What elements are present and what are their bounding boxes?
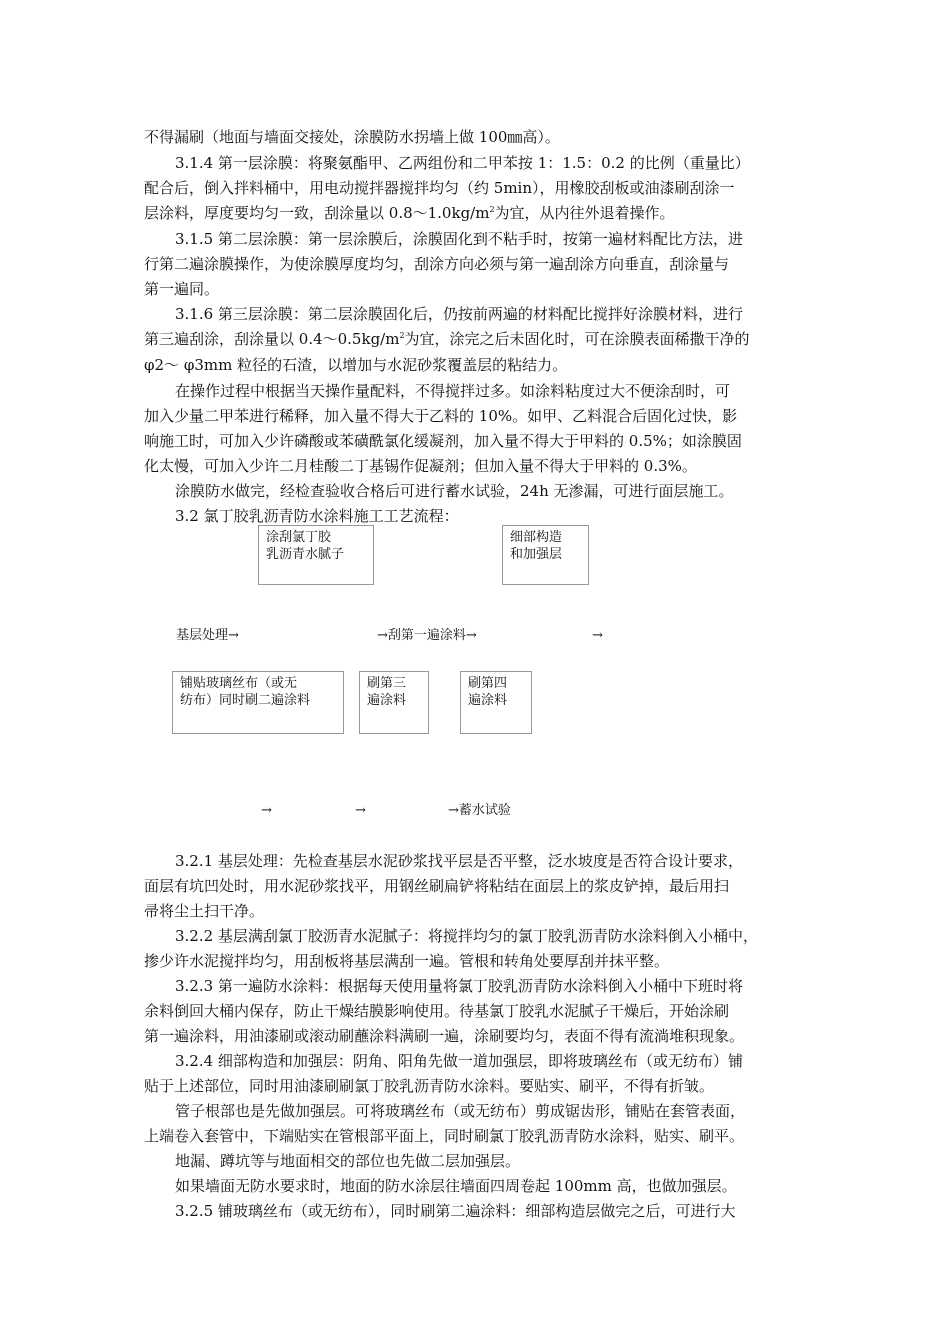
paragraph-line: φ2～ φ3mm 粒径的石渣，以增加与水泥砂浆覆盖层的粘结力。 [144,356,568,374]
text-span: 为宜，涂完之后未固化时，可在涂膜表面稀撒干净的 [404,330,750,348]
paragraph-line: 响施工时，可加入少许磷酸或苯磺酰氯化缓凝剂，加入量不得大于甲料的 0.5%；如涂膜固 [144,432,742,450]
paragraph-line: 帚将尘土扫干净。 [144,902,265,920]
paragraph-line: 贴于上述部位，同时用油漆刷刷氯丁胶乳沥青防水涂料。要贴实、刷平，不得有折皱。 [144,1077,715,1095]
flow-arrow: → [592,628,603,643]
flow-box-text: 刷第三 [367,676,407,691]
flow-box-text: 铺贴玻璃丝布（或无 [180,676,298,691]
paragraph-line: 配合后，倒入拌料桶中，用电动搅拌器搅拌均匀（约 5min），用橡胶刮板或油漆刷刮涂一 [144,179,735,197]
text-span: 第三遍刮涂，刮涂量以 0.4～0.5kg/m [144,330,400,348]
flow-box-text: 乳沥青水腻子 [266,547,345,562]
paragraph-line: 涂膜防水做完，经检查验收合格后可进行蓄水试验，24h 无渗漏，可进行面层施工。 [175,482,734,500]
flow-box-text: 和加强层 [510,547,563,562]
flow-arrow: → [261,803,272,818]
flow-box-putty [258,525,374,585]
flow-box-text: 遍涂料 [468,693,508,708]
paragraph-line: 掺少许水泥搅拌均匀，用刮板将基层满刮一遍。管根和转角处要厚刮并抹平整。 [144,952,670,970]
paragraph-line: 3.1.5 第二层涂膜：第一层涂膜后，涂膜固化到不粘手时，按第一遍材料配比方法，进 [175,230,743,248]
paragraph-line: 3.2.1 基层处理：先检查基层水泥砂浆找平层是否平整，泛水坡度是否符合设计要求， [175,852,743,870]
paragraph-line: 上端卷入套管中，下端贴实在管根部平面上，同时刷氯丁胶乳沥青防水涂料，贴实、刷平。 [144,1127,745,1145]
flow-arrow: → [355,803,366,818]
paragraph-line: 管子根部也是先做加强层。可将玻璃丝布（或无纺布）剪成锯齿形，铺贴在套管表面， [175,1102,746,1120]
paragraph-line: 3.2.2 基层满刮氯丁胶沥青水泥腻子：将搅拌均匀的氯丁胶乳沥青防水涂料倒入小桶中， [175,927,758,945]
paragraph-line: 行第二遍涂膜操作，为使涂膜厚度均匀，刮涂方向必须与第一遍刮涂方向垂直，刮涂量与 [144,255,730,273]
flow-box-text: 涂刮氯丁胶 [266,530,332,545]
paragraph-line: 余料倒回大桶内保存，防止干燥结膜影响使用。待基氯丁胶乳水泥腻子干燥后，开始涂刷 [144,1002,730,1020]
flow-box-text: 刷第四 [468,676,508,691]
flow-box-fourth-coat [460,671,532,734]
flow-step-base: 基层处理→ [176,628,239,643]
paragraph-line: 3.2.5 铺玻璃丝布（或无纺布），同时刷第二遍涂料：细部构造层做完之后，可进行大 [175,1202,736,1220]
paragraph-line: 3.1.4 第一层涂膜：将聚氨酯甲、乙两组份和二甲苯按 1：1.5：0.2 的比例（重量比） [175,154,750,172]
superscript: 2 [489,205,495,214]
flow-box-text: 纺布）同时刷二遍涂料 [180,693,311,708]
flow-box-text: 遍涂料 [367,693,407,708]
flow-box-fabric [172,671,344,734]
paragraph-line: 化太慢，可加入少许二月桂酸二丁基锡作促凝剂；但加入量不得大于甲料的 0.3%。 [144,457,697,475]
superscript: 2 [399,331,405,340]
flow-step-first-coat: →刮第一遍涂料→ [377,628,477,643]
flow-box-detail [502,525,589,585]
flow-box-third-coat [359,671,429,734]
paragraph-line [144,204,675,222]
paragraph-line: 面层有坑凹处时，用水泥砂浆找平，用钢丝刷扁铲将粘结在面层上的浆皮铲掉，最后用扫 [144,877,730,895]
text-span: 为宜，从内往外退着操作。 [494,204,675,222]
paragraph-line [144,330,750,348]
paragraph-line: 地漏、蹲坑等与地面相交的部位也先做二层加强层。 [175,1152,521,1170]
flow-step-water-test: →蓄水试验 [448,803,511,818]
paragraph-line: 第一遍同。 [144,280,220,298]
paragraph-line: 3.1.6 第三层涂膜：第二层涂膜固化后，仍按前两遍的材料配比搅拌好涂膜材料，进行 [175,305,743,323]
paragraph-line: 不得漏刷（地面与墙面交接处，涂膜防水拐墙上做 100㎜高）。 [144,128,560,146]
section-heading: 3.2 氯丁胶乳沥青防水涂料施工工艺流程： [175,507,459,525]
text-span: 层涂料，厚度要均匀一致，刮涂量以 0.8～1.0kg/m [144,204,490,222]
paragraph-line: 3.2.3 第一遍防水涂料：根据每天使用量将氯丁胶乳沥青防水涂料倒入小桶中下班时将 [175,977,743,995]
paragraph-line: 加入少量二甲苯进行稀释，加入量不得大于乙料的 10%。如甲、乙料混合后固化过快，影 [144,407,738,425]
paragraph-line: 3.2.4 细部构造和加强层：阴角、阳角先做一道加强层，即将玻璃丝布（或无纺布）铺 [175,1052,743,1070]
paragraph-line: 在操作过程中根据当天操作量配料，不得搅拌过多。如涂料粘度过大不便涂刮时，可 [175,382,731,400]
paragraph-line: 第一遍涂料，用油漆刷或滚动刷蘸涂料满刷一遍，涂刷要均匀，表面不得有流淌堆积现象。 [144,1027,745,1045]
flow-box-text: 细部构造 [510,530,563,545]
paragraph-line: 如果墙面无防水要求时，地面的防水涂层往墙面四周卷起 100mm 高，也做加强层。 [175,1177,737,1195]
